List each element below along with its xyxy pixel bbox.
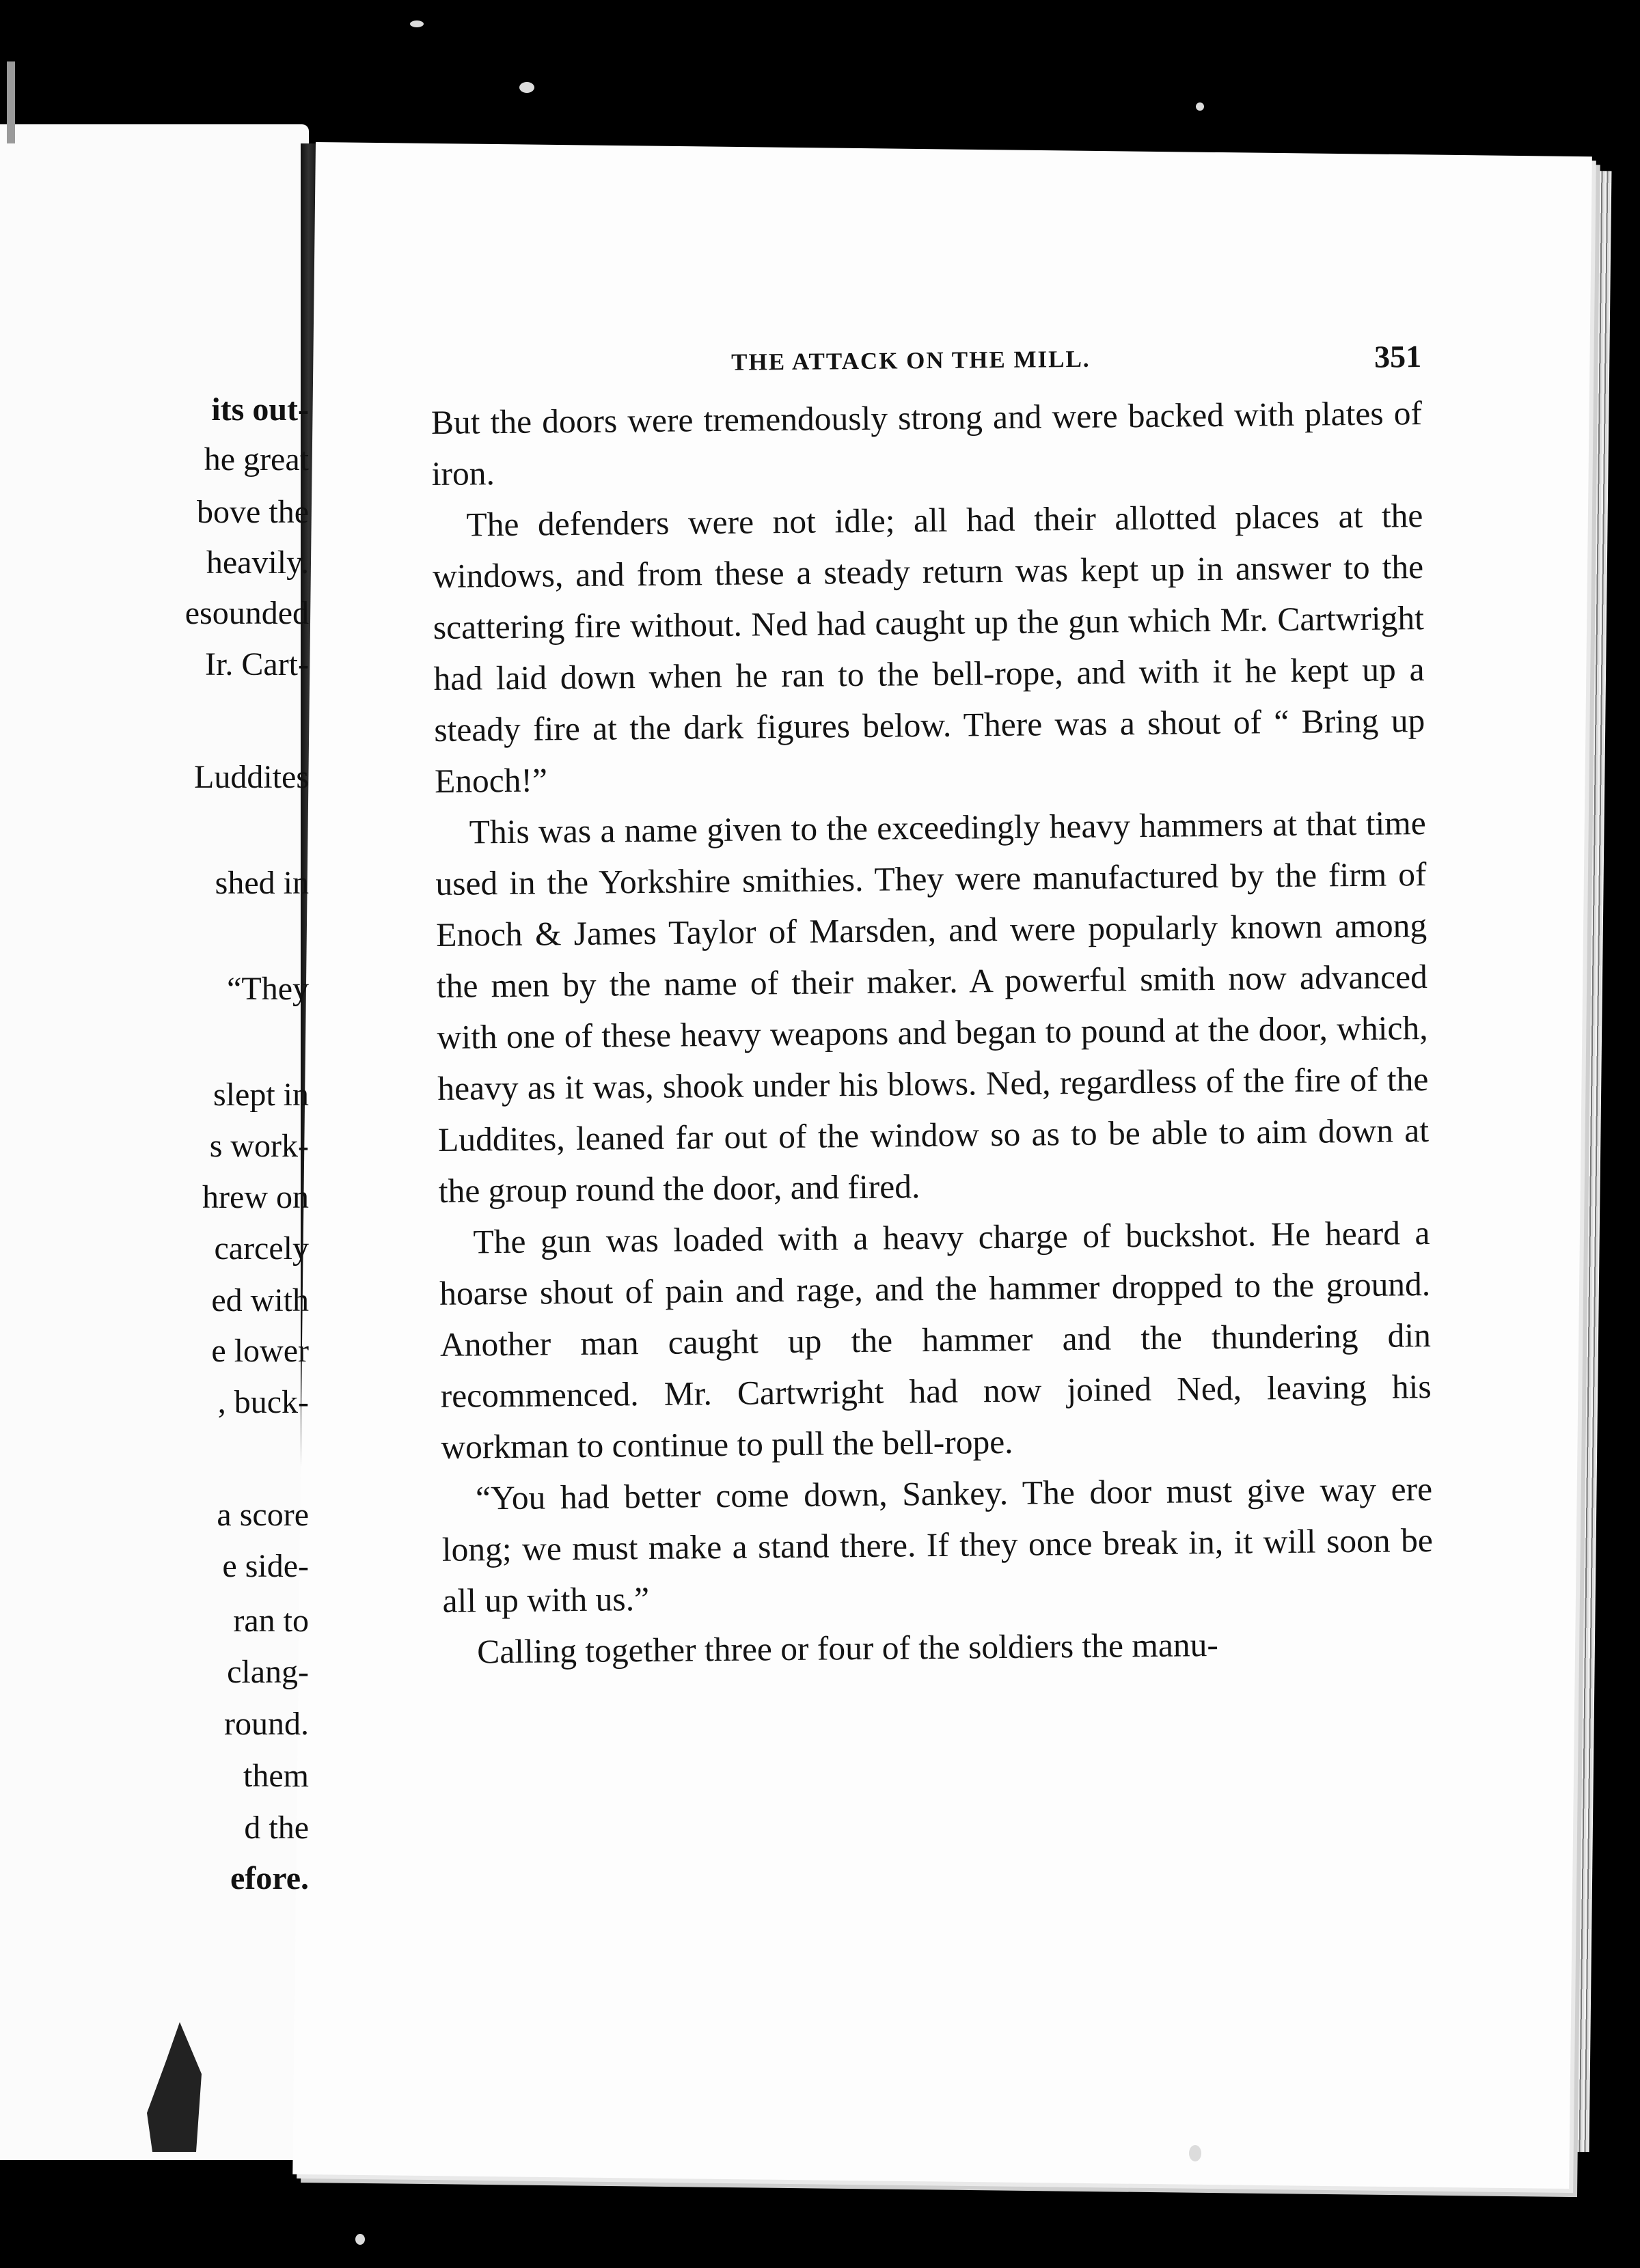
paragraph: “You had better come down, Sankey. The door must give way ere long; we must make a stand there. If they once break in, it will soon be all up with us.” [441,1470,1434,1620]
dust-speck [410,20,424,27]
left-line: ran to [233,1603,309,1639]
paragraph: The defenders were not idle; all had their allotted places at the windows, and from these a steady return was kept up in answer to the scattering fire without. Ned had caught up the gun which Mr. Cartwright had laid down when he ran to the bell-rope, and with it he kept up a steady fire at the dark figures below. There was a shout of “ Bring up Enoch!” [432,497,1425,800]
paragraph: This was a name given to the exceedingly heavy hammers at that time used in the Yorkshire smithies. They were manufactured by the firm of Enoch & James Taylor of Marsden, and were popularly known among the men by the name of their maker. A powerful smith now advanced with one of these heavy weapons and began to pound at the door, which, heavy as it was, shook under his blows. Ned, regardless of the fire of the Luddites, leaned far out of the window so as to be able to aim down at the group round the door, and fired. [435,804,1430,1210]
dust-speck [355,2234,365,2245]
left-line: clang- [227,1654,309,1690]
left-line: he great [204,441,309,478]
left-line: , buck- [217,1384,309,1420]
left-line: bove the [197,494,309,530]
dust-speck [1196,102,1204,111]
left-line: them [243,1758,309,1794]
page-number: 351 [1374,339,1422,374]
left-line: shed in [215,865,309,901]
left-line: Luddites [194,759,309,795]
paragraph: The gun was loaded with a heavy charge of buckshot. He heard a hoarse shout of pain and rage, and the hammer dropped to the ground. Another man caught up the hammer and the thundering din recommenced. Mr. Cartwright had now joined Ned, leaving his workman to continue to pull the bell-rope. [439,1214,1432,1466]
paragraph: But the doors were tremendously strong and were backed with plates of iron. [430,394,1423,493]
running-title: THE ATTACK ON THE MILL. [730,345,1091,376]
left-page-text [0,0,309,2268]
running-head [430,339,1422,401]
dust-speck [519,82,534,93]
left-line: “They [227,971,309,1007]
left-line: e side- [222,1548,309,1584]
left-line: a score [217,1497,309,1533]
page-content [430,339,1434,1678]
left-line: its out- [211,391,309,428]
left-line: ed with [211,1282,309,1318]
left-line: e lower [211,1333,309,1369]
left-line: Ir. Cart- [205,646,309,682]
left-line: esounded [184,595,309,631]
left-line: hrew on [202,1179,309,1215]
left-line: d the [244,1810,309,1846]
left-line: carcely [214,1230,309,1267]
left-line: s work- [209,1128,309,1164]
left-line: heavily. [206,544,309,581]
dust-speck [1189,2145,1201,2161]
paragraph: Calling together three or four of the soldiers the manu- [477,1626,1219,1671]
left-line: slept in [213,1077,309,1113]
left-line: efore. [230,1860,309,1896]
left-line: round. [224,1706,309,1742]
